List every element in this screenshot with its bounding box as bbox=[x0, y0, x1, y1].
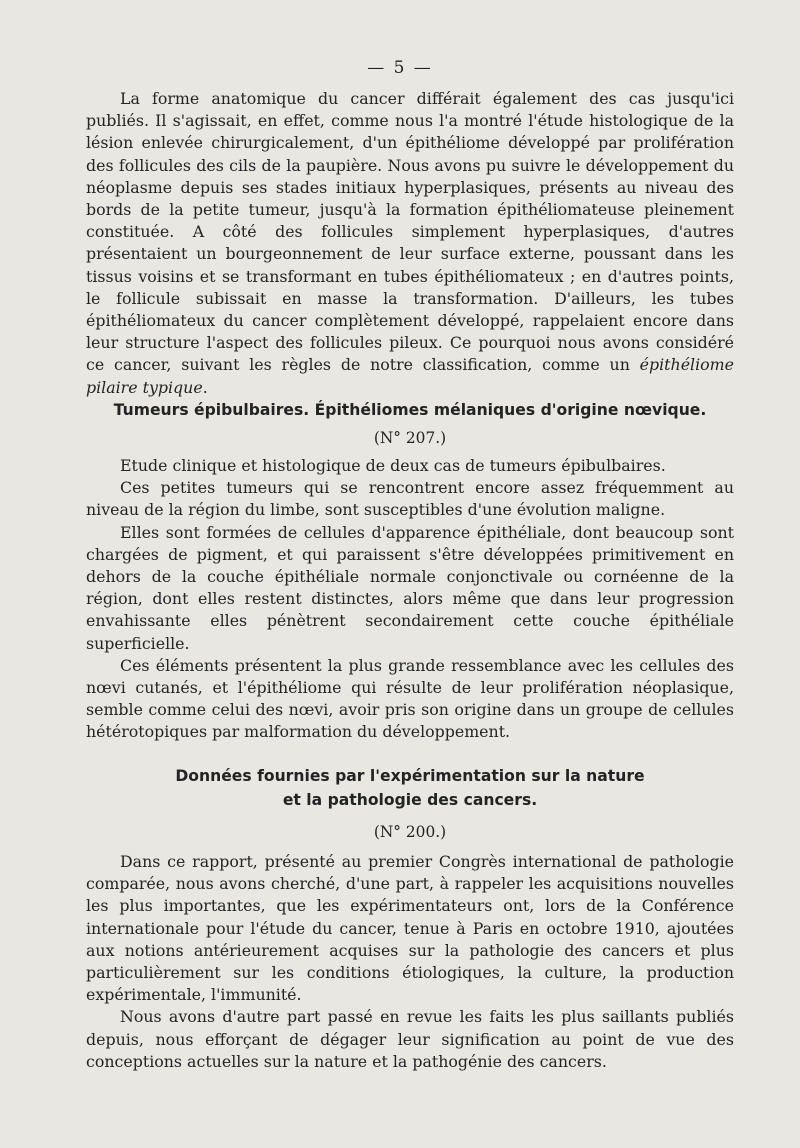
body-paragraph: Ces petites tumeurs qui se rencontrent encore assez fréquemment au niveau de la région du limbe, sont susceptibles d'une évolution maligne. bbox=[86, 478, 734, 520]
intro-section bbox=[86, 88, 734, 399]
body-paragraph: Ces éléments présentent la plus grande ressemblance avec les cellules des nœvi cutanés, et l'épithéliome qui résulte de leur prolifération néoplasique, semble comme celui des nœvi, avoir pris son origine dans un groupe de cellules hétérotopiques par malformation du développement. bbox=[86, 655, 734, 742]
body-paragraph: Dans ce rapport, présenté au premier Congrès international de pathologie comparée, nous avons cherché, d'une part, à rappeler les acquisitions nouvelles les plus importantes, que les expérimentateurs ont, lors de la Conférence internationale pour l'étude du cancer, tenue à Paris en octobre 1910, ajoutées aux notions antérieurement acquises sur la pathologie des cancers et plus particulièrement sur les conditions étiologiques, la culture, la production expérimentale, l'immunité. bbox=[86, 852, 734, 1005]
page-number: — 5 — bbox=[367, 58, 433, 78]
reference-number: (N° 200.) bbox=[373, 823, 447, 841]
intro-emphasis: épithéliome pilaire typique bbox=[86, 355, 734, 397]
section-epibulbar bbox=[86, 398, 734, 744]
section-experimentation bbox=[86, 764, 734, 1073]
intro-paragraph bbox=[86, 88, 734, 399]
section-title-line-2: et la pathologie des cancers. bbox=[282, 791, 538, 809]
section-title: Tumeurs épibulbaires. Épithéliomes mélaniques d'origine nœvique. bbox=[113, 401, 707, 419]
section-title-line-1: Données fournies par l'expérimentation sur la nature bbox=[175, 767, 645, 785]
reference-number: (N° 207.) bbox=[373, 429, 447, 447]
intro-text: La forme anatomique du cancer différait également des cas jusqu'ici publiés. Il s'agissait, en effet, comme nous l'a montré l'étude histologique de la lésion enlevée chirurgicalement, d'un épithéliome développé par prolifération des follicules des cils de la paupière. Nous avons pu suivre le développement du néoplasme depuis ses stades initiaux hyperplasiques, présents au niveau des bords de la petite tumeur, jusqu'à la formation épithéliomateuse pleinement constituée. A côté des follicules simplement hyperplasiques, d'autres présentaient un bourgeonnement de leur surface externe, poussant dans les tissus voisins et se transformant en tubes épithéliomateux ; en d'autres points, le follicule subissait en masse la transformation. D'ailleurs, les tubes épithéliomateux du cancer complètement développé, rappelaient encore dans leur structure l'aspect des follicules pileux. Ce pourquoi nous avons considéré ce cancer, suivant les règles de notre classification, comme un bbox=[86, 89, 734, 375]
body-paragraph: Elles sont formées de cellules d'apparence épithéliale, dont beaucoup sont chargées de pigment, et qui paraissent s'être développées primitivement en dehors de la couche épithéliale normale conjonctivale ou cornéenne de la région, dont elles restent distinctes, alors même que dans leur progression envahissante elles pénètrent secondairement cette couche épithéliale superficielle. bbox=[86, 522, 734, 653]
intro-end: . bbox=[202, 377, 208, 397]
body-paragraph: Nous avons d'autre part passé en revue les faits les plus saillants publiés depuis, nous efforçant de dégager leur signification au point de vue des conceptions actuelles sur la nature et la pathogénie des cancers. bbox=[86, 1007, 734, 1071]
body-paragraph: Etude clinique et histologique de deux cas de tumeurs épibulbaires. bbox=[120, 456, 666, 475]
